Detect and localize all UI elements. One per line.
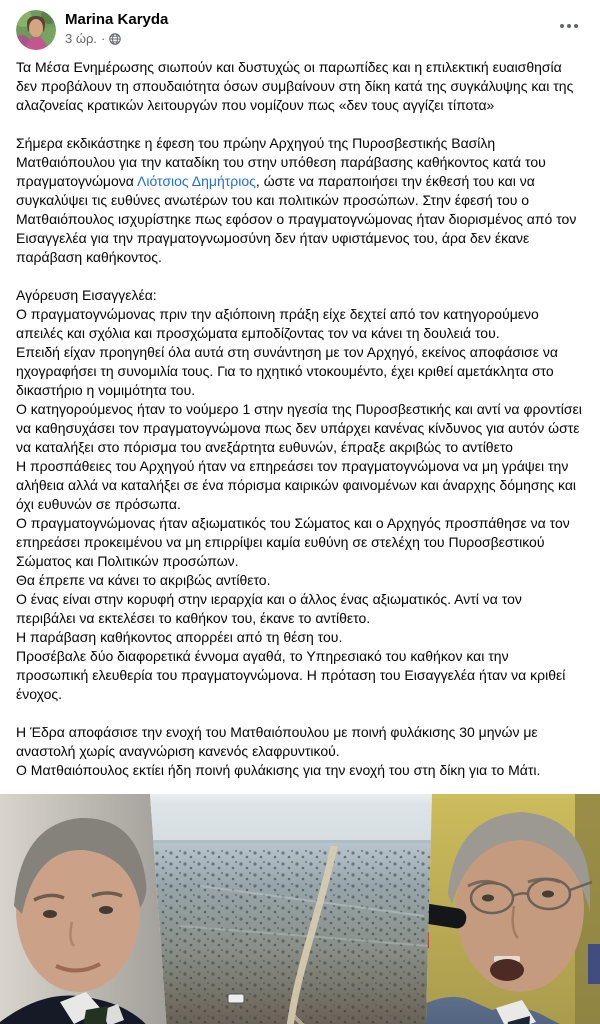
post-paragraph-1 [16, 58, 584, 115]
paragraph-text: , ώστε να παραποιήσει την έκθεσή του και να συγκαλύψει τις ευθύνες ανωτέρων του και πολιτικών προσώπων. Στην έφεσή του ο Ματθαιόπουλος ισχυρίστηκε πως εφόσον ο πραγματογνώμονας ήταν διορισμένος από τον Εισαγγελέα για την πραγματογνωμοσύνη δεν ήταν υφιστάμενος του, άρα δεν έκανε παράβαση καθήκοντος. [16, 173, 577, 265]
post-header [0, 0, 600, 54]
paragraph-text: Σήμερα εκδικάστηκε η έφεση του πρώην Αρχηγού της Πυροσβεστικής Βασίλη Ματθαιόπουλου για την καταδίκη του στην υπόθεση παράβασης καθήκοντος κατά του πραγματογνώμονα [16, 135, 546, 189]
post-timestamp[interactable]: 3 ώρ. [65, 31, 97, 46]
photo-collage [0, 794, 600, 1024]
text-line: Η Έδρα αποφάσισε την ενοχή του Ματθαιόπουλου με ποινή φυλάκισης 30 μηνών με αναστολή χωρίς αναγνώριση κανενός ελαφρυντικού. [16, 724, 538, 759]
avatar-image [16, 10, 56, 50]
text-line: Ο πραγματογνώμονας πριν την αξιόποινη πράξη είχε δεχτεί από τον κατηγορούμενο απειλές και σχόλια και προσχώματα εμποδίζοντας τον να κάνει τη δουλειά του. [16, 306, 539, 341]
text-line: Ο κατηγορούμενος ήταν το νούμερο 1 στην ηγεσία της Πυροσβεστικής και αντί να φροντίσει να καθησυχάσει τον πραγματογνώμονα πως δεν υπάρχει κανένας κίνδυνος για αυτόν ώστε να καταλήξει στο πόρισμα του ανεξάρτητα ευθυνών, έπραξε ακριβώς το αντίθετο [16, 401, 582, 455]
text-line: Αγόρευση Εισαγγελέα: [16, 287, 157, 303]
privacy-globe-icon [109, 33, 121, 45]
text-line: Ο πραγματογνώμονας ήταν αξιωματικός του Σώματος και ο Αρχηγός προσπάθησε να τον επηρεάσει προκειμένου να μη επιρρίψει καμία ευθύνη σε στελέχη του Πυροσβεστικού Σώματος και Πολιτικών προσώπων. [16, 515, 570, 569]
text-line: Η παράβαση καθήκοντος απορρέει από τη θέση του. [16, 629, 343, 645]
paragraph-text: Τα Μέσα Ενημέρωσης σιωπούν και δυστυχώς οι παρωπίδες και η επιλεκτική ευαισθησία δεν προβάλουν τη σπουδαιότητα όσων συμβαίνουν στη δίκη κατά της συγκάλυψης και της αλαζονείας κρατικών λειτουργών που νομίζουν πως «δεν τους αγγίζει τίποτα» [16, 59, 574, 113]
text-line: Επειδή είχαν προηγηθεί όλα αυτά στη συνάντηση με τον Αρχηγό, εκείνος αποφάσισε να ηχογραφήσει τη συνομιλία τους. Για το ηχητικό ντοκουμέντο, έχει κριθεί αμετάκλητα στο δικαστήριο η νομιμότητα του. [16, 344, 558, 398]
separator-dot: · [101, 31, 106, 46]
right-portrait-photo [411, 794, 600, 1024]
text-line: Ο Ματθαιόπουλος εκτίει ήδη ποινή φυλάκισης για την ενοχή του στη δίκη για το Μάτι. [16, 762, 541, 778]
post-subline [65, 31, 584, 47]
text-line: Η προσπάθειες του Αρχηγού ήταν να επηρεάσει τον πραγματογνώμονα να μη γράψει την αλήθεια αλλά να καταλήξει σε ένα πόρισμα καιρικών φαινομένων και άναρχης δόμησης και όχι ευθυνών σε πρόσωπα. [16, 458, 577, 512]
post-text [0, 54, 600, 780]
post-image[interactable] [0, 794, 600, 1024]
text-line: Προσέβαλε δύο διαφορετικά έννομα αγαθά, το Υπηρεσιακό του καθήκον και την προσωπική ελευθερία του πραγματογνώμονα. Η πρόταση του Εισαγγελέα ήταν να κριθεί ένοχος. [16, 648, 566, 702]
author-name[interactable]: Marina Karyda [65, 11, 169, 28]
post-options-ellipsis-icon[interactable] [554, 18, 584, 34]
text-line: Ο ένας είναι στην κορυφή στην ιεραρχία και ο άλλος ένας αξιωματικός. Αντί να τον περιβάλει να εκτελέσει το καθήκον του, έκανε το αντίθετο. [16, 591, 522, 626]
post-header-meta [65, 10, 584, 47]
text-line: Θα έπρεπε να κάνει το ακριβώς αντίθετο. [16, 572, 271, 588]
author-avatar[interactable] [16, 10, 56, 50]
post-paragraph-2 [16, 134, 584, 267]
mention-link-liotsios[interactable]: Λιότσιος Δημήτριος [137, 173, 256, 189]
aerial-burnt-area-photo [150, 794, 432, 1024]
